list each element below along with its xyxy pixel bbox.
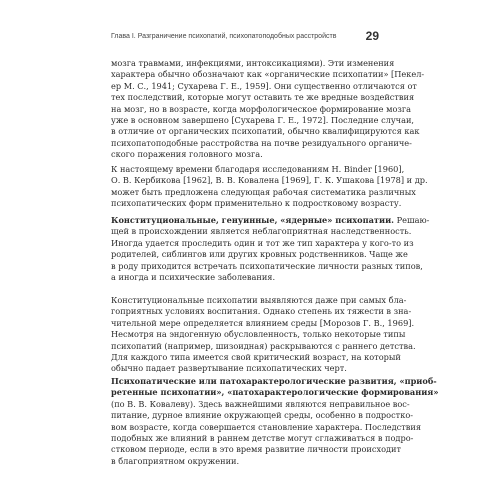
text-line: К настоящему времени благодаря исследованиям H. Binder [1960], — [111, 164, 405, 174]
paragraph-4 — [111, 295, 416, 375]
text-line: (по В. В. Ковалеву). Здесь важнейшими являются неправильное вос- — [111, 398, 410, 409]
text-line: ер М. С., 1941; Сухарева Г. Е., 1959]. Они существенно отличаются от — [111, 80, 417, 91]
text-line: а иногда и психические заболевания. — [111, 271, 276, 282]
text-line-with-bold-lead — [111, 215, 430, 226]
text-line: в отличие от органических психопатий, обычно квалифицируются как — [111, 126, 420, 137]
page-number: 29 — [365, 29, 379, 43]
text-line: Для каждого типа имеется свой критический возраст, на который — [111, 351, 401, 362]
running-head: Глава I. Разграничение психопатий, психопатоподобных расстройств — [111, 33, 337, 40]
text-line: чительной мере определяется влиянием среды [Морозов Г. В., 1969]. — [111, 317, 415, 328]
text-line: на мозг, но в возрасте, когда морфологическое формирование мозга — [111, 103, 412, 114]
text-line: подобных же влияний в раннем детстве могут сглаживаться в подро- — [111, 432, 414, 443]
text-line: психопатоподобные расстройства на почве резидуального органиче- — [111, 137, 412, 148]
text-line: уже в основном завершено [Сухарева Г. Е., 1972]. Последние случаи, — [111, 114, 415, 125]
text-line: Конституциональные психопатии выявляются даже при самых бла- — [111, 295, 407, 305]
text-line: в благоприятном окружении. — [111, 455, 240, 466]
text-line: в роду приходится встречать психопатические личности разных типов, — [111, 260, 423, 271]
text-line: родителей, сиблингов или других кровных родственников. Чаще же — [111, 249, 408, 260]
paragraph-1 — [111, 58, 425, 161]
text-line: мозга травмами, инфекциями, интоксикациями). Эти изменения — [111, 58, 395, 68]
text-line: психопатических форм применительно к подростковому возрасту. — [111, 198, 402, 209]
paragraph-2 — [111, 164, 428, 210]
paragraph-3 — [111, 215, 430, 283]
text-line: психопатий (например, шизоидная) раскрываются с раннего детства. — [111, 340, 416, 351]
text-line: О. В. Кербикова [1962], В. В. Коваленa [1969], Г. К. Ушакова [1978] и др. — [111, 175, 428, 186]
bold-lead: Конституциональные, генуинные, «ядерные» психопатии. — [111, 215, 394, 225]
text-line-bold: ретенные психопатии», «патохарактерологические формирования» — [111, 387, 439, 398]
paragraph-5 — [111, 376, 439, 467]
text-line: тех последствий, которые могут оставить те же вредные воздействия — [111, 92, 415, 103]
text-line: гоприятных условиях воспитания. Однако степень их тяжести в зна- — [111, 306, 412, 317]
text-line: Иногда удается проследить один и тот же тип характера у кого-то из — [111, 237, 414, 248]
text-line: обычно падает развертывание психопатических черт. — [111, 363, 347, 374]
text-line-bold: Психопатические или патохарактерологические развития, «приоб- — [111, 376, 437, 386]
text-line: вом возрасте, когда совершается становление характера. Последствия — [111, 421, 422, 432]
text-line: ского поражения головного мозга. — [111, 149, 263, 160]
text-line: Несмотря на эндогенную обусловленность, только некоторые типы — [111, 329, 406, 340]
text-line: характера обычно обозначают как «органические психопатии» [Пекел- — [111, 69, 425, 80]
text-line: щей в происхождении является неблагоприятная наследственность. — [111, 226, 412, 237]
text-tail: Решаю- — [396, 215, 430, 225]
text-line: стковом периоде, если в это время развитие личности происходит — [111, 444, 402, 455]
text-line: питание, дурное влияние окружающей среды, особенно в подростко- — [111, 410, 414, 421]
text-line: может быть предложена следующая рабочая систематика различных — [111, 186, 416, 197]
